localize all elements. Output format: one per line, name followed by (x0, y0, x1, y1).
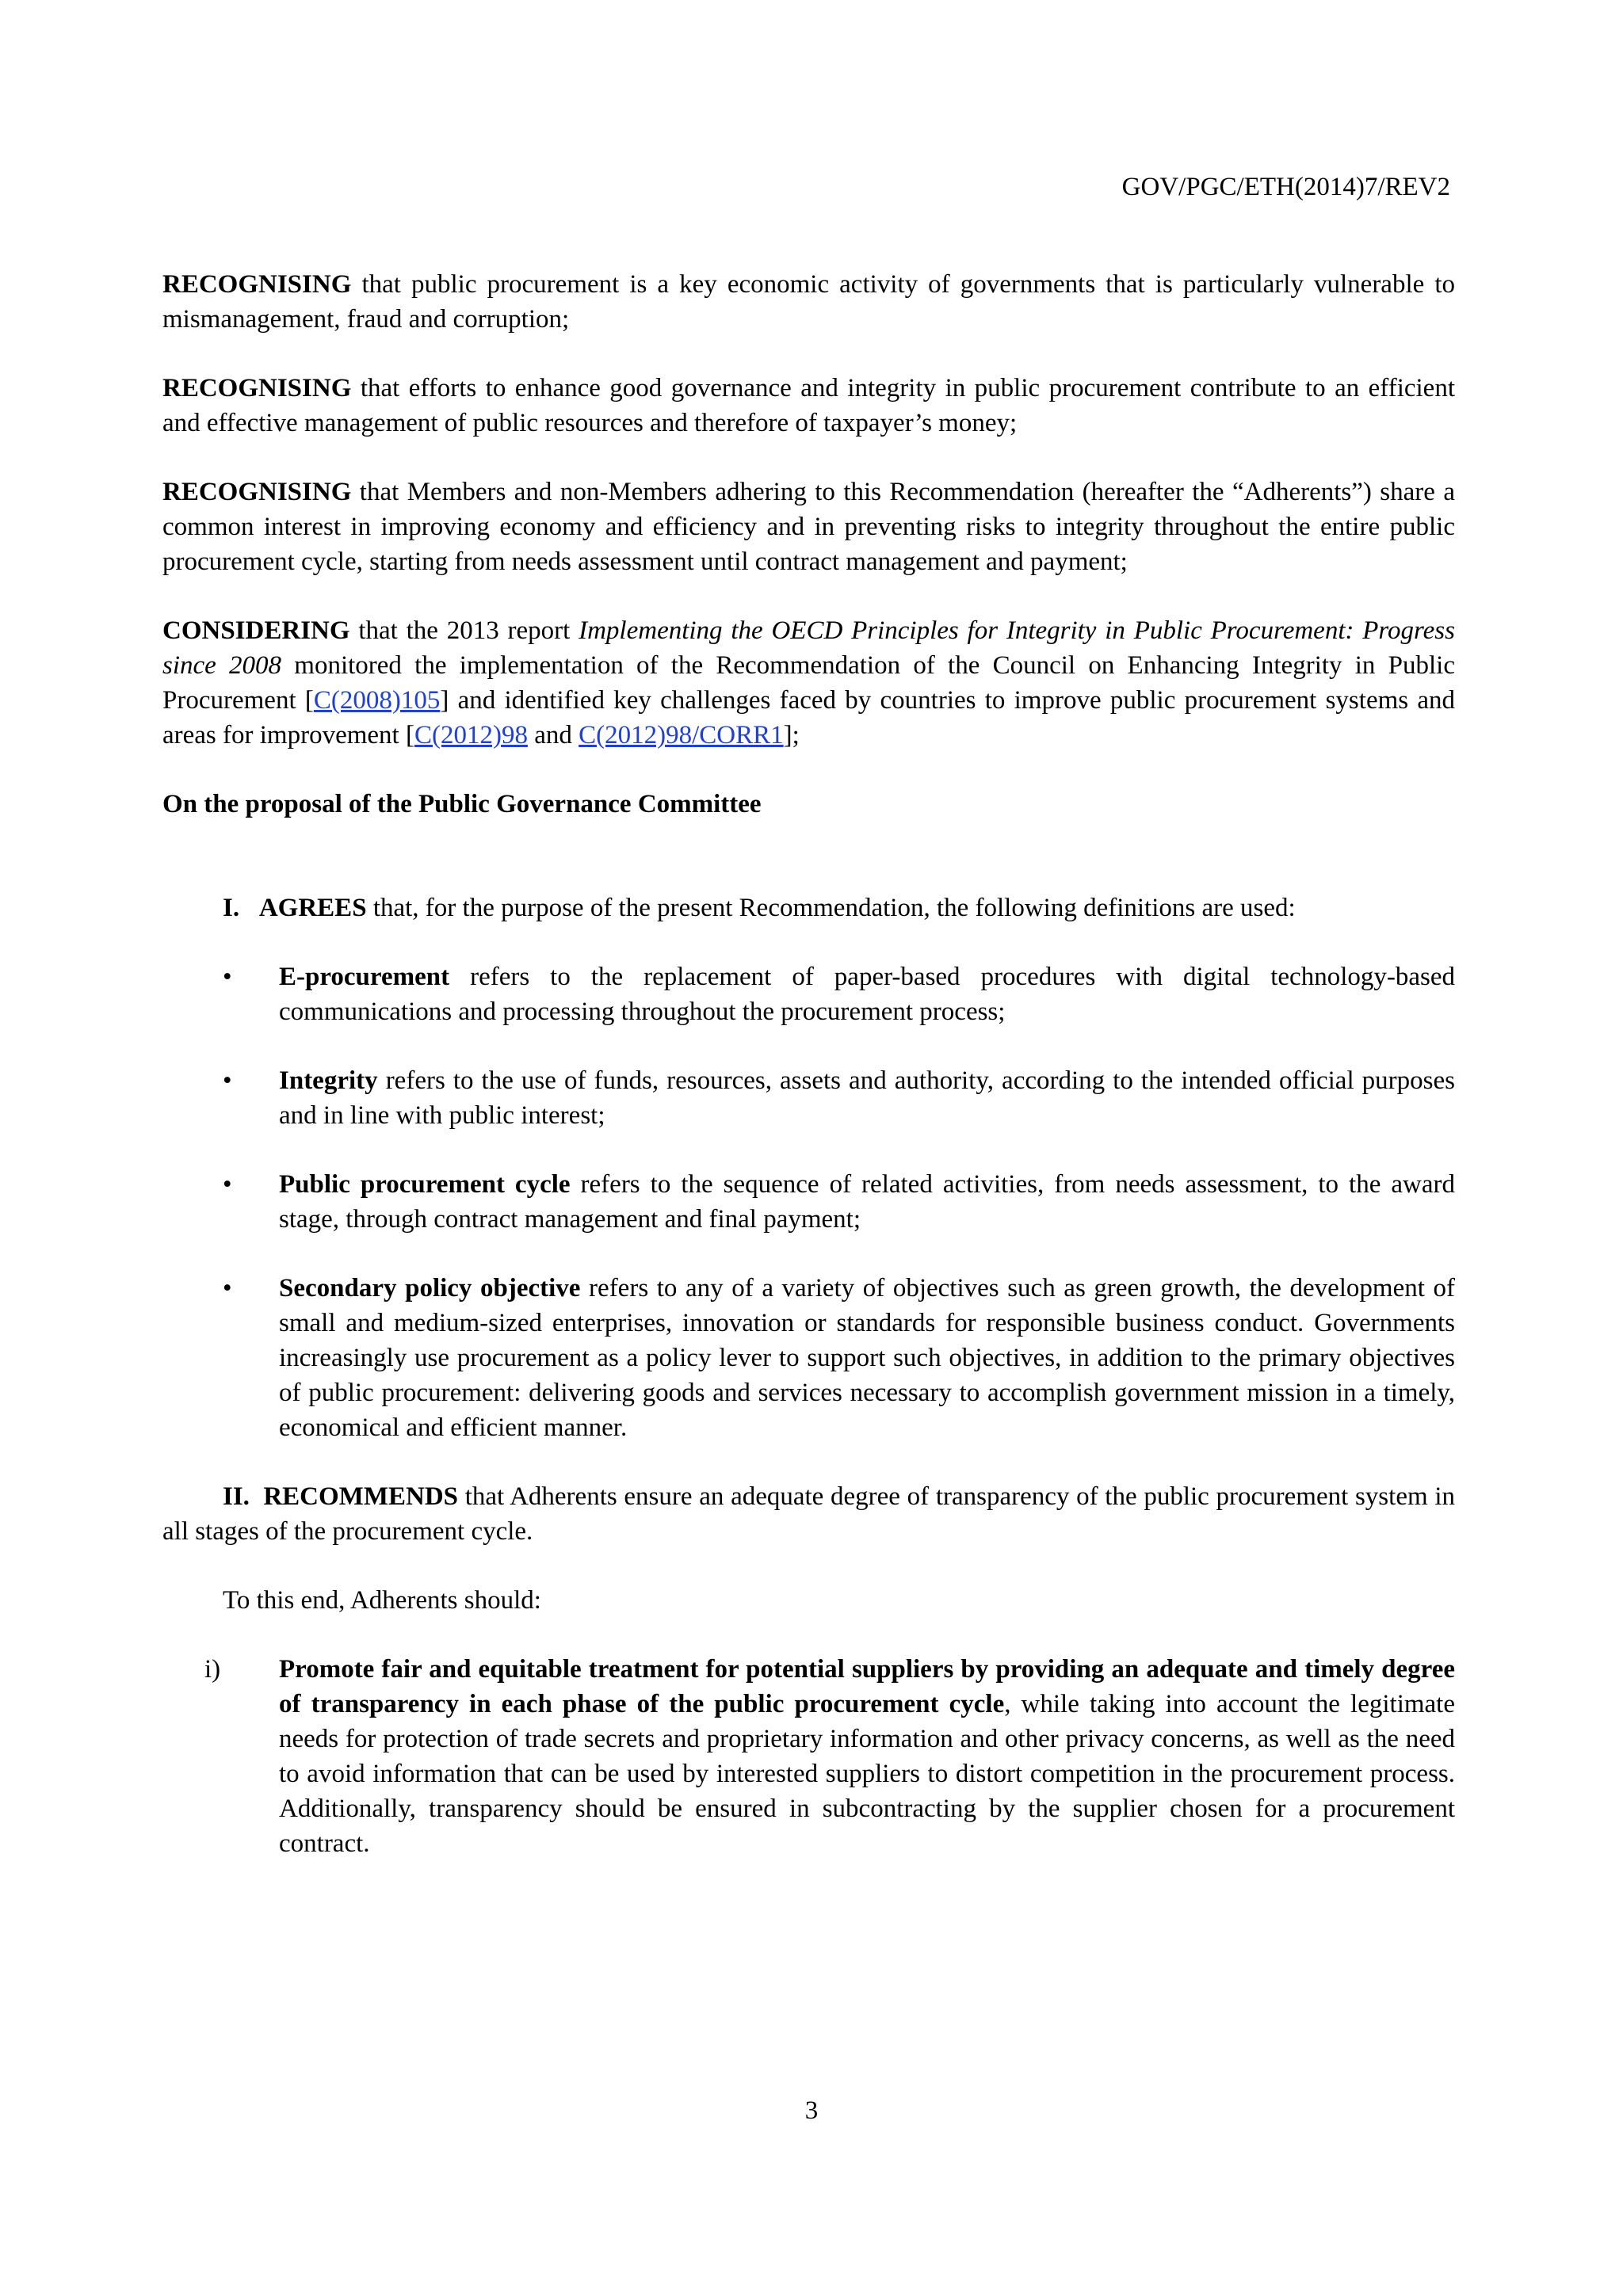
reference-link-c2012-98[interactable]: C(2012)98 (414, 721, 528, 749)
definition-text: refers to the use of funds, resources, assets and authority, according to the intended official purposes and in line with public interest; (279, 1066, 1455, 1130)
page-number: 3 (804, 2096, 819, 2125)
bullet-icon: • (223, 1170, 232, 1199)
bullet-icon: • (223, 1274, 232, 1302)
recognising-paragraph-1 (162, 267, 1455, 337)
proposal-heading: On the proposal of the Public Governance Committee (162, 790, 762, 818)
definition-secondary-policy-objective (162, 1271, 1455, 1445)
paragraph-text: ] and identified key challenges faced by countries to improve public procurement systems and areas for improvement [ (162, 686, 1455, 749)
definition-term: Public procurement cycle (279, 1170, 571, 1199)
section-1-agrees (162, 891, 1455, 925)
reference-link-c2012-98-corr1[interactable]: C(2012)98/CORR1 (579, 721, 784, 749)
section-lead: RECOMMENDS (263, 1482, 459, 1511)
paragraph-text: that the 2013 report (349, 616, 579, 645)
paragraph-text: that Members and non-Members adhering to this Recommendation (hereafter the “Adherents”) share a common interest in improving economy and efficiency and in preventing risks to integrity throughout the entire public procurement cycle, starting from needs assessment until contract management and payment; (162, 478, 1455, 576)
definitions-list (162, 959, 1455, 1445)
paragraph-text: monitored the implementation of the Recommendation of the Council on Enhancing Integrity in Public Procurement [ (162, 651, 1455, 715)
definition-text: refers to any of a variety of objectives such as green growth, the development of small and medium-sized enterprises, innovation or standards for responsible business conduct. Governments increasingly use procurement as a policy lever to support such objectives, in addition to the primary objectives of public procurement: delivering goods and services necessary to accomplish government mission in a timely, economical and efficient manner. (279, 1274, 1455, 1442)
definition-text: refers to the replacement of paper-based procedures with digital technology-based communications and processing throughout the procurement process; (279, 963, 1455, 1026)
item-body (279, 1652, 1455, 1861)
to-this-end-text: To this end, Adherents should: (223, 1586, 541, 1615)
paragraph-lead: RECOGNISING (162, 478, 352, 506)
definition-term: Integrity (279, 1066, 378, 1095)
bullet-icon: • (223, 1066, 232, 1095)
item-text: , while taking into account the legitimate needs for protection of trade secrets and proprietary information and other privacy concerns, as well as the need to avoid information that can be used by interested suppliers to distort competition in the procurement process. Additionally, transparency should be ensured in subcontracting by the supplier chosen for a procurement contract. (279, 1690, 1455, 1858)
paragraph-text: and (527, 721, 579, 749)
section-number: II. (223, 1482, 250, 1511)
section-text: that Adherents ensure an adequate degree of transparency of the public procurement system in all stages of the procurement cycle. (162, 1482, 1456, 1546)
paragraph-text: that public procurement is a key economic activity of governments that is particularly vulnerable to mismanagement, fraud and corruption; (162, 270, 1455, 334)
definition-public-procurement-cycle (162, 1167, 1455, 1237)
paragraph-lead: CONSIDERING (162, 616, 350, 645)
paragraph-text: ]; (783, 721, 800, 749)
paragraph-lead: RECOGNISING (162, 374, 352, 402)
definition-term: Secondary policy objective (279, 1274, 581, 1302)
section-lead: AGREES (258, 894, 367, 922)
definition-e-procurement (162, 959, 1455, 1029)
section-number: I. (223, 894, 240, 922)
document-body (162, 267, 1455, 1861)
paragraph-text: that efforts to enhance good governance and integrity in public procurement contribute to an efficient and effective management of public resources and therefore of taxpayer’s money; (162, 374, 1455, 437)
definition-term: E-procurement (279, 963, 450, 991)
recommendation-item-i (162, 1652, 1455, 1861)
document-reference: GOV/PGC/ETH(2014)7/REV2 (1121, 173, 1450, 201)
bullet-icon: • (223, 963, 232, 991)
section-text: that, for the purpose of the present Recommendation, the following definitions are used: (366, 894, 1296, 922)
considering-paragraph (162, 613, 1455, 753)
item-bold-text: Promote fair and equitable treatment for potential suppliers by providing an adequate and timely degree of transparency in each phase of the public procurement cycle (279, 1655, 1455, 1718)
definition-integrity (162, 1063, 1455, 1133)
reference-link-c2008-105[interactable]: C(2008)105 (313, 686, 441, 715)
section-2-recommends (162, 1479, 1455, 1549)
recognising-paragraph-2 (162, 371, 1455, 441)
recognising-paragraph-3 (162, 475, 1455, 579)
item-marker: i) (204, 1655, 221, 1684)
paragraph-lead: RECOGNISING (162, 270, 352, 299)
definition-text: refers to the sequence of related activities, from needs assessment, to the award stage, through contract management and final payment; (279, 1170, 1455, 1234)
report-title: Implementing the OECD Principles for Integrity in Public Procurement: Progress since 2008 (162, 616, 1455, 680)
